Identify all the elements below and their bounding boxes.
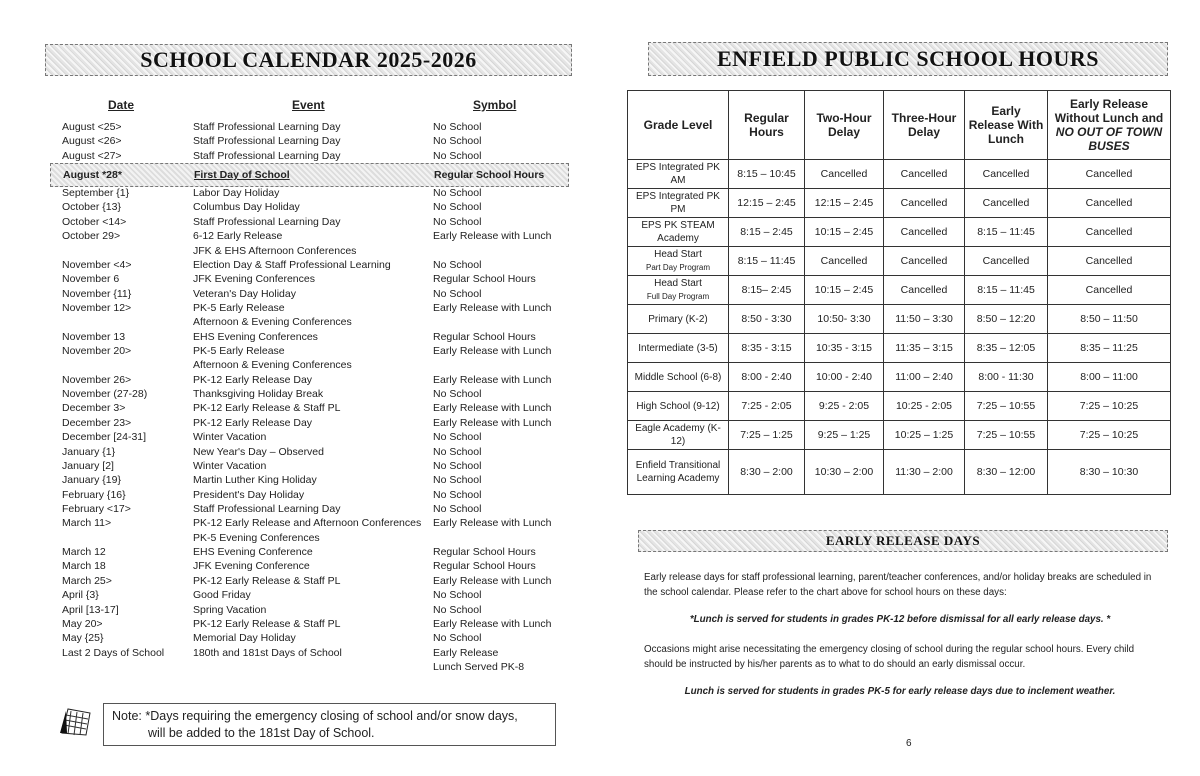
hours-row: [628, 160, 1171, 189]
hours-cell: Cancelled: [965, 160, 1048, 189]
grade-name: Middle School (6-8): [634, 371, 722, 383]
grade-level-cell: [628, 421, 729, 450]
hours-cell: 11:30 – 2:00: [884, 450, 965, 495]
calendar-row: [62, 603, 567, 617]
calendar-row: [62, 574, 567, 588]
row-symbol: No School: [433, 488, 482, 501]
row-date: November 26>: [62, 373, 132, 386]
calendar-row: [62, 646, 567, 660]
calendar-row: [62, 215, 567, 229]
row-date: February <17>: [62, 502, 131, 515]
calendar-row: [62, 488, 567, 502]
calendar-row: [62, 660, 567, 674]
school-hours-table: [627, 90, 1171, 495]
row-symbol: No School: [433, 215, 482, 228]
calendar-row: [62, 416, 567, 430]
hours-cell: 8:35 - 3:15: [729, 334, 805, 363]
calendar-list: [62, 120, 567, 674]
row-event: PK-5 Early Release: [193, 301, 285, 314]
calendar-row: [62, 244, 567, 258]
col-early-release-no-lunch: [1048, 91, 1171, 160]
row-date: March 25>: [62, 574, 112, 587]
grade-level-cell: [628, 450, 729, 495]
row-date: February {16}: [62, 488, 126, 501]
col-header-text: Early Release Without Lunch and: [1054, 97, 1164, 125]
row-date: November 6: [62, 273, 120, 286]
row-event: Staff Professional Learning Day: [193, 121, 341, 133]
row-date: March 12: [62, 546, 106, 559]
hours-cell: 10:15 – 2:45: [805, 218, 884, 247]
hours-cell: Cancelled: [884, 276, 965, 305]
calendar-row: [62, 531, 567, 545]
grade-name: Eagle Academy (K-12): [635, 423, 721, 447]
hours-cell: Cancelled: [965, 247, 1048, 276]
hours-cell: 9:25 – 1:25: [805, 421, 884, 450]
row-date: January {19}: [62, 474, 121, 487]
row-date: November 20>: [62, 345, 132, 358]
hours-cell: 7:25 – 1:25: [729, 421, 805, 450]
hours-cell: Cancelled: [1048, 276, 1171, 305]
grade-level-cell: [628, 247, 729, 276]
row-symbol: Early Release with Lunch: [433, 617, 552, 630]
row-symbol: No School: [433, 121, 482, 133]
calendar-title-banner: [45, 44, 572, 76]
hours-cell: Cancelled: [1048, 247, 1171, 276]
hours-cell: Cancelled: [805, 247, 884, 276]
hours-cell: 7:25 – 10:55: [965, 421, 1048, 450]
row-date: August <27>: [62, 149, 122, 162]
row-symbol: Early Release with Lunch: [433, 574, 552, 587]
calendar-row: [62, 330, 567, 344]
hours-row: [628, 363, 1171, 392]
row-event: PK-5 Evening Conferences: [193, 531, 320, 544]
row-date: March 11>: [62, 517, 112, 530]
hours-cell: Cancelled: [884, 160, 965, 189]
row-symbol: No School: [433, 287, 482, 300]
lunch-callout-2: Lunch is served for students in grades PK-5 for early release days due to inclement weather.: [684, 686, 1116, 697]
hours-cell: 7:25 – 10:25: [1048, 392, 1171, 421]
grade-program: Part Day Program: [645, 263, 711, 272]
grade-level-cell: [628, 189, 729, 218]
calendar-row: [62, 358, 567, 372]
hours-cell: 10:30 – 2:00: [805, 450, 884, 495]
row-event: Memorial Day Holiday: [193, 632, 296, 645]
grade-name: Head Start: [654, 278, 702, 289]
calendar-row: [62, 617, 567, 631]
row-event: PK-12 Early Release & Staff PL: [193, 617, 341, 630]
row-symbol: No School: [433, 445, 482, 458]
hours-cell: 8:15 – 10:45: [729, 160, 805, 189]
row-date: May {25}: [62, 632, 104, 645]
row-event: Winter Vacation: [193, 459, 267, 472]
hours-cell: 11:00 – 2:40: [884, 363, 965, 392]
row-symbol: No School: [433, 603, 482, 616]
calendar-row: [62, 588, 567, 602]
page-number: 6: [906, 738, 912, 749]
hours-cell: 8:50 – 12:20: [965, 305, 1048, 334]
row-symbol: No School: [433, 201, 482, 214]
row-date: May 20>: [62, 617, 103, 630]
row-event: EHS Evening Conferences: [193, 330, 318, 343]
calendar-row: [62, 445, 567, 459]
hours-row: [628, 247, 1171, 276]
row-event: EHS Evening Conference: [193, 546, 313, 559]
row-symbol: No School: [433, 187, 482, 200]
hours-cell: 8:30 – 10:30: [1048, 450, 1171, 495]
grade-level-cell: [628, 334, 729, 363]
calendar-row: [62, 344, 567, 358]
calendar-row: [62, 401, 567, 415]
hours-cell: Cancelled: [1048, 160, 1171, 189]
col-grade-level: Grade Level: [628, 91, 729, 160]
grade-program: Full Day Program: [646, 292, 710, 301]
grade-name: EPS PK STEAM Academy: [641, 220, 715, 244]
row-event: Labor Day Holiday: [193, 187, 280, 200]
early-release-paragraph-1: Early release days for staff professional learning, parent/teacher conferences, and/or holiday breaks are scheduled in the school calendar. Please refer to the chart above for school hours on these days:: [644, 572, 1152, 598]
row-symbol: No School: [433, 258, 482, 271]
row-event: Martin Luther King Holiday: [193, 474, 317, 487]
row-event: Staff Professional Learning Day: [193, 502, 341, 515]
row-event: JFK & EHS Afternoon Conferences: [193, 244, 357, 257]
hours-row: [628, 218, 1171, 247]
note-line-2: will be added to the 181st Day of School.: [148, 726, 375, 740]
row-symbol: No School: [433, 431, 482, 444]
hours-cell: 8:15 – 11:45: [729, 247, 805, 276]
hours-cell: 10:00 - 2:40: [805, 363, 884, 392]
row-symbol: Early Release with Lunch: [433, 373, 552, 386]
row-symbol: No School: [433, 474, 482, 487]
hours-cell: 7:25 – 10:25: [1048, 421, 1171, 450]
hours-cell: 8:15 – 11:45: [965, 218, 1048, 247]
calendar-row: [62, 287, 567, 301]
row-symbol: No School: [433, 502, 482, 515]
calendar-row: [62, 631, 567, 645]
calendar-row: [62, 473, 567, 487]
hours-cell: 7:25 - 2:05: [729, 392, 805, 421]
calendar-row: [62, 545, 567, 559]
grade-name: High School (9-12): [636, 400, 720, 412]
row-date: March 18: [62, 560, 106, 573]
hours-cell: 8:00 – 11:00: [1048, 363, 1171, 392]
col-two-hour-delay: Two-Hour Delay: [805, 91, 884, 160]
row-date: August <26>: [62, 135, 122, 148]
row-event: Afternoon & Evening Conferences: [193, 359, 352, 372]
hours-cell: 8:30 – 12:00: [965, 450, 1048, 495]
calendar-row: [62, 430, 567, 444]
row-event: Staff Professional Learning Day: [193, 149, 341, 162]
early-release-paragraph-2: Occasions might arise necessitating the emergency closing of school during the regular school hours. Every child should be instructed by his/her parents as to what to do should an early dismissal occur.: [644, 644, 1135, 670]
row-symbol: Lunch Served PK-8: [433, 660, 525, 673]
hours-cell: 10:25 – 1:25: [884, 421, 965, 450]
row-symbol: No School: [433, 388, 482, 401]
row-symbol: No School: [433, 459, 482, 472]
grade-name: EPS Integrated PK AM: [636, 162, 720, 186]
calendar-row: [62, 258, 567, 272]
row-event: 6-12 Early Release: [193, 230, 283, 243]
hours-cell: Cancelled: [884, 189, 965, 218]
calendar-row: [62, 200, 567, 214]
row-date: December [24-31]: [62, 431, 147, 444]
calendar-title: SCHOOL CALENDAR 2025-2026: [140, 47, 477, 72]
calendar-row: [62, 229, 567, 243]
row-event: Spring Vacation: [193, 603, 267, 616]
row-event: PK-12 Early Release Day: [193, 416, 313, 429]
calendar-row: [62, 272, 567, 286]
hours-row: [628, 450, 1171, 495]
hours-cell: 9:25 - 2:05: [805, 392, 884, 421]
calendar-row: [62, 373, 567, 387]
col-regular-hours: Regular Hours: [729, 91, 805, 160]
hours-row: [628, 392, 1171, 421]
row-date: January {1}: [62, 445, 116, 458]
calendar-row: [62, 459, 567, 473]
calendar-row: [62, 315, 567, 329]
row-event: First Day of School: [194, 169, 290, 182]
row-event: Good Friday: [193, 589, 251, 602]
no-buses-note: NO OUT OF TOWN BUSES: [1055, 125, 1163, 153]
date-header: Date: [108, 98, 135, 112]
row-symbol: No School: [433, 632, 482, 645]
hours-cell: 10:15 – 2:45: [805, 276, 884, 305]
grade-name: EPS Integrated PK PM: [636, 191, 720, 215]
row-date: Last 2 Days of School: [62, 646, 165, 659]
row-date: October <14>: [62, 215, 127, 228]
hours-cell: 12:15 – 2:45: [729, 189, 805, 218]
grade-name: Head Start: [654, 249, 702, 260]
row-symbol: Early Release with Lunch: [433, 230, 552, 243]
grade-level-cell: [628, 392, 729, 421]
row-date: December 23>: [62, 416, 132, 429]
hours-row: [628, 421, 1171, 450]
hours-cell: 8:15– 2:45: [729, 276, 805, 305]
event-header: Event: [292, 98, 325, 112]
row-symbol: Regular School Hours: [433, 273, 536, 286]
row-symbol: Early Release with Lunch: [433, 517, 552, 530]
grade-level-cell: [628, 276, 729, 305]
row-event: Election Day & Staff Professional Learning: [193, 258, 391, 271]
row-event: Winter Vacation: [193, 431, 267, 444]
hours-cell: 10:50- 3:30: [805, 305, 884, 334]
row-symbol: Early Release with Lunch: [433, 402, 552, 415]
hours-cell: 8:35 – 12:05: [965, 334, 1048, 363]
symbol-header: Symbol: [473, 98, 517, 112]
row-date: August <25>: [62, 121, 122, 133]
row-event: Thanksgiving Holiday Break: [193, 388, 324, 401]
calendar-row-highlighted: [50, 163, 569, 187]
row-date: August *28*: [63, 169, 122, 182]
hours-cell: Cancelled: [965, 189, 1048, 218]
hours-cell: 8:35 – 11:25: [1048, 334, 1171, 363]
grade-level-cell: [628, 363, 729, 392]
row-event: PK-5 Early Release: [193, 345, 285, 358]
row-symbol: Early Release: [433, 646, 499, 659]
row-date: November <4>: [62, 258, 132, 271]
row-date: November (27-28): [62, 388, 148, 401]
hours-cell: Cancelled: [805, 160, 884, 189]
row-date: November {11}: [62, 287, 132, 300]
hours-row: [628, 334, 1171, 363]
hours-row: [628, 276, 1171, 305]
calendar-row: [62, 301, 567, 315]
hours-cell: 8:15 – 2:45: [729, 218, 805, 247]
row-event: Staff Professional Learning Day: [193, 215, 341, 228]
row-event: 180th and 181st Days of School: [193, 646, 342, 659]
col-early-release-lunch: Early Release With Lunch: [965, 91, 1048, 160]
calendar-row: [62, 149, 567, 163]
calendar-row: [62, 516, 567, 530]
hours-title: ENFIELD PUBLIC SCHOOL HOURS: [716, 46, 1100, 71]
calendar-row: [62, 502, 567, 516]
row-symbol: Regular School Hours: [433, 546, 536, 559]
row-symbol: Regular School Hours: [433, 330, 536, 343]
grade-level-cell: [628, 218, 729, 247]
grade-name: Primary (K-2): [648, 313, 708, 325]
row-event: PK-12 Early Release & Staff PL: [193, 402, 341, 415]
grade-level-cell: [628, 305, 729, 334]
row-event: PK-12 Early Release Day: [193, 373, 313, 386]
hours-cell: 8:00 - 11:30: [965, 363, 1048, 392]
hours-cell: 8:50 – 11:50: [1048, 305, 1171, 334]
row-symbol: Regular School Hours: [434, 169, 545, 182]
row-symbol: Early Release with Lunch: [433, 301, 552, 314]
row-event: Staff Professional Learning Day: [193, 135, 341, 148]
row-date: November 13: [62, 330, 126, 343]
lunch-callout-1: *Lunch is served for students in grades PK-12 before dismissal for all early release days. *: [689, 614, 1111, 625]
row-symbol: No School: [433, 149, 482, 162]
row-event: New Year's Day – Observed: [193, 445, 324, 458]
row-date: December 3>: [62, 402, 126, 415]
hours-row: [628, 189, 1171, 218]
row-event: PK-12 Early Release and Afternoon Conferences: [193, 517, 422, 530]
hours-cell: 10:25 - 2:05: [884, 392, 965, 421]
row-date: November 12>: [62, 301, 132, 314]
calendar-icon: [58, 703, 94, 737]
hours-cell: 8:00 - 2:40: [729, 363, 805, 392]
grade-name: Enfield Transitional Learning Academy: [635, 460, 721, 484]
hours-cell: 7:25 – 10:55: [965, 392, 1048, 421]
calendar-row: [62, 120, 567, 134]
hours-row: [628, 305, 1171, 334]
col-three-hour-delay: Three-Hour Delay: [884, 91, 965, 160]
early-release-title: EARLY RELEASE DAYS: [825, 533, 981, 548]
row-date: September {1}: [62, 187, 130, 200]
row-event: Afternoon & Evening Conferences: [193, 316, 352, 329]
row-event: Veteran's Day Holiday: [193, 287, 296, 300]
hours-cell: 8:15 – 11:45: [965, 276, 1048, 305]
hours-cell: Cancelled: [884, 247, 965, 276]
row-symbol: Early Release with Lunch: [433, 345, 552, 358]
row-symbol: Early Release with Lunch: [433, 416, 552, 429]
row-date: October 29>: [62, 230, 121, 243]
snow-day-note: [103, 703, 556, 746]
row-symbol: Regular School Hours: [433, 560, 536, 573]
calendar-row: [62, 559, 567, 573]
hours-cell: Cancelled: [1048, 218, 1171, 247]
grade-name: Intermediate (3-5): [638, 342, 718, 354]
early-release-banner: [638, 530, 1168, 552]
hours-cell: Cancelled: [884, 218, 965, 247]
row-event: PK-12 Early Release & Staff PL: [193, 574, 341, 587]
row-symbol: No School: [433, 589, 482, 602]
grade-level-cell: [628, 160, 729, 189]
hours-cell: 10:35 - 3:15: [805, 334, 884, 363]
row-date: April [13-17]: [62, 603, 119, 616]
row-event: President's Day Holiday: [193, 488, 305, 501]
row-event: JFK Evening Conference: [193, 560, 310, 573]
calendar-row: [62, 387, 567, 401]
calendar-row: [62, 134, 567, 148]
note-line-1: Note: *Days requiring the emergency closing of school and/or snow days,: [112, 709, 518, 723]
hours-cell: 12:15 – 2:45: [805, 189, 884, 218]
hours-cell: 11:35 – 3:15: [884, 334, 965, 363]
row-symbol: No School: [433, 135, 482, 148]
hours-cell: 8:50 - 3:30: [729, 305, 805, 334]
calendar-row: [62, 186, 567, 200]
row-event: Columbus Day Holiday: [193, 201, 300, 214]
hours-cell: 8:30 – 2:00: [729, 450, 805, 495]
hours-cell: Cancelled: [1048, 189, 1171, 218]
row-date: January [2]: [62, 459, 114, 472]
row-event: JFK Evening Conferences: [193, 273, 315, 286]
hours-cell: 11:50 – 3:30: [884, 305, 965, 334]
hours-title-banner: [648, 42, 1168, 76]
row-date: April {3}: [62, 589, 99, 602]
row-date: October {13}: [62, 201, 121, 214]
